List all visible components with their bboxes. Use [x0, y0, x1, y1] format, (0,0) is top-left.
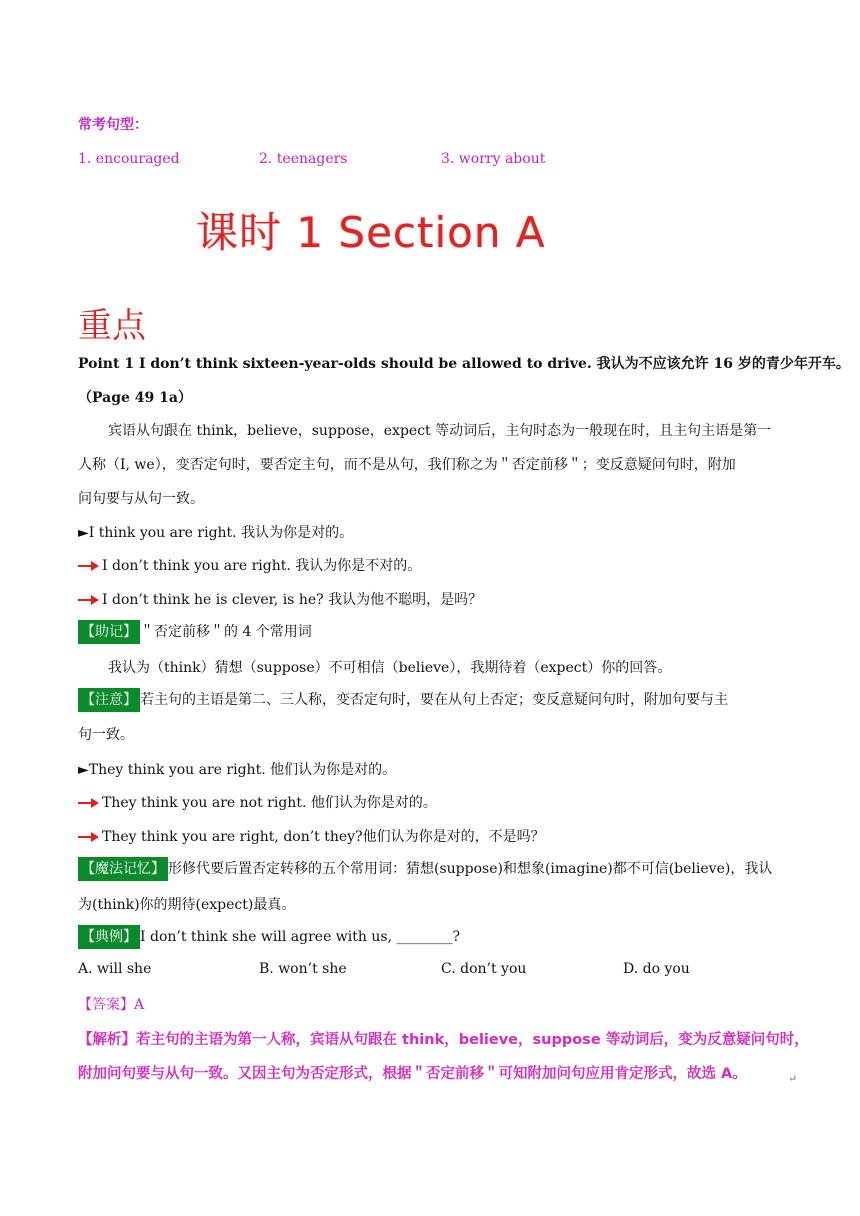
example-negative-text: I don’t think you are right. 我认为你是不对的。 [102, 558, 422, 574]
typical-example-tag: 【典例】 [78, 925, 140, 949]
answer: 【答案】A [78, 997, 145, 1013]
option-a: A. will she [78, 961, 152, 977]
example2-negative-text: They think you are not right. 他们认为你是对的。 [102, 795, 437, 811]
page-reference: （Page 49 1a） [78, 390, 192, 406]
note-tag: 【注意】 [78, 688, 140, 712]
header-item-2: 2. teenagers [259, 151, 348, 167]
explanation-line-2: 人称（I, we），变否定句时，要否定主句，而不是从句，我们称之为＂否定前移＂；变反意疑问句时，附加 [78, 457, 736, 473]
typical-example-question: I don’t think she will agree with us, ________? [140, 929, 460, 945]
example2-negative [78, 792, 437, 812]
paragraph-mark-icon: ↵ [788, 1072, 798, 1085]
red-arrow-icon [78, 798, 100, 808]
example2-tag-question-text: They think you are right, don’t they?他们认为你是对的，不是吗？ [102, 829, 545, 845]
magic-memory-tag: 【魔法记忆】 [78, 857, 168, 881]
header-item-1: 1. encouraged [78, 151, 180, 167]
typical-example [78, 925, 460, 949]
memory-aid-text: ＂否定前移＂的 4 个常用词 [140, 624, 312, 640]
example2-tag-question [78, 826, 545, 846]
note-line-2: 句一致。 [78, 727, 134, 743]
example2-positive: ►They think you are right. 他们认为你是对的。 [78, 762, 397, 778]
option-c: C. don’t you [441, 961, 527, 977]
analysis-line-2: 附加问句要与从句一致。又因主句为否定形式，根据＂否定前移＂可知附加问句应用肯定形式，故选 A。 [78, 1066, 747, 1082]
point-1-title: Point 1 I don’t think sixteen-year-olds should be allowed to drive. 我认为不应该允许 16 岁的青少年开车。 [78, 356, 850, 372]
example-negative [78, 555, 421, 575]
magic-memory-line-1: 形修代要后置否定转移的五个常用词：猜想(suppose)和想象(imagine)都不可信(believe)，我认 [168, 861, 773, 877]
memory-aid [78, 620, 312, 644]
option-d: D. do you [623, 961, 690, 977]
key-points-heading: 重点 [78, 306, 146, 346]
explanation-line-1: 宾语从句跟在 think，believe，suppose，expect 等动词后，主句时态为一般现在时，且主句主语是第一 [108, 423, 772, 439]
explanation-line-3: 问句要与从句一致。 [78, 491, 204, 507]
analysis-line-1: 【解析】若主句的主语为第一人称，宾语从句跟在 think，believe，suppose 等动词后，变为反意疑问句时， [78, 1032, 809, 1048]
example-positive: ►I think you are right. 我认为你是对的。 [78, 525, 354, 541]
note-line-1: 若主句的主语是第二、三人称，变否定句时，要在从句上否定；变反意疑问句时，附加句要与主 [140, 692, 728, 708]
magic-memory-line-2: 为(think)你的期待(expect)最真。 [78, 897, 296, 913]
common-sentence-label: 常考句型： [78, 117, 148, 133]
example-tag-question [78, 589, 482, 609]
red-arrow-icon [78, 595, 100, 605]
option-b: B. won’t she [259, 961, 347, 977]
red-arrow-icon [78, 561, 100, 571]
section-banner: 课时 1 Section A [196, 208, 546, 257]
red-arrow-icon [78, 832, 100, 842]
example-tag-question-text: I don’t think he is clever, is he? 我认为他不聪明，是吗？ [102, 592, 483, 608]
magic-memory [78, 857, 772, 881]
header-item-3: 3. worry about [441, 151, 546, 167]
memory-aid-tag: 【助记】 [78, 620, 140, 644]
memory-aid-line: 我认为（think）猜想（suppose）不可相信（believe），我期待着（expect）你的回答。 [108, 660, 672, 676]
note [78, 688, 728, 712]
